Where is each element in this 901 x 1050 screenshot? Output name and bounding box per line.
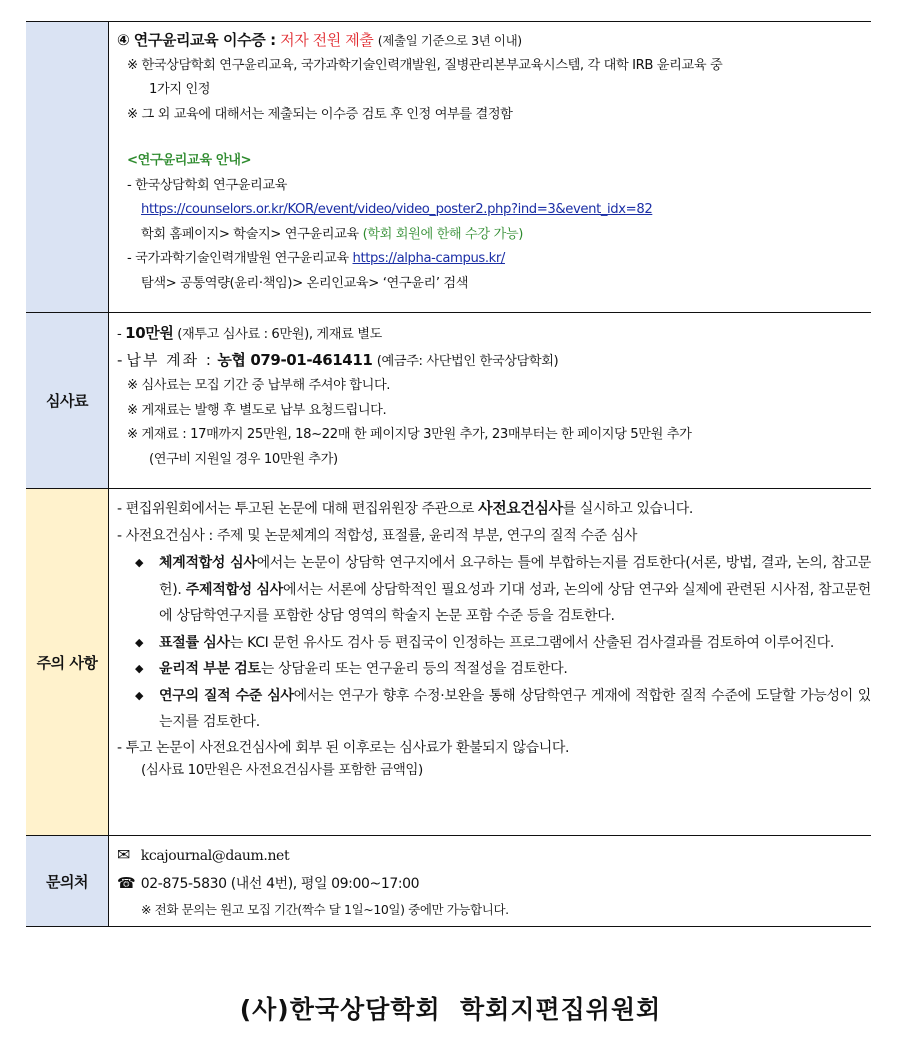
caution-line-3: - 투고 논문이 사전요건심사에 회부 된 이후로는 심사료가 환불되지 않습니다.: [117, 739, 569, 756]
ethics-note-1-cont: 1가지 인정: [149, 82, 211, 97]
bullet-1-bold-2: 주제적합성 심사: [185, 581, 283, 598]
fee-note-2: ※ 게재료는 발행 후 별도로 납부 요청드립니다.: [127, 402, 387, 418]
bullet-4-bold: 연구의 질적 수준 심사: [159, 687, 294, 704]
fee-row-content: [109, 313, 872, 489]
heading-required: 저자 전원 제출: [280, 31, 374, 49]
guide-2-path: 탐색> 공통역량(윤리·책임)> 온리인교육> ‘연구윤리’ 검색: [141, 275, 469, 291]
fee-note-3: ※ 게재료 : 17매까지 25만원, 18~22매 한 페이지당 3만원 추가, 23매부터는 한 페이지당 5만원 추가: [127, 427, 692, 442]
caution-row-label: 주의 사항: [26, 489, 109, 836]
diamond-bullet-icon: ◆: [135, 662, 144, 675]
caution-line-2: - 사전요건심사 : 주제 및 논문체계의 적합성, 표절률, 윤리적 부분, 연구의 질적 수준 심사: [117, 528, 637, 544]
contact-row-label: 문의처: [26, 836, 109, 927]
phone-number: 02-875-5830 (내선 4번), 평일 09:00~17:00: [140, 876, 420, 892]
diamond-bullet-icon: ◆: [135, 556, 144, 569]
fee-row-label: 심사료: [26, 313, 109, 489]
caution-line-1-post: 를 실시하고 있습니다.: [562, 501, 693, 517]
fee-amount-note: (재투고 심사료 : 6만원), 게재료 별도: [177, 327, 382, 342]
caution-line-1-pre: - 편집위원회에서는 투고된 논문에 대해 편집위원장 주관으로: [117, 501, 475, 517]
contact-phone: [117, 870, 871, 898]
ethics-heading: [117, 28, 871, 54]
guide-title: <연구윤리교육 안내>: [127, 153, 252, 168]
ethics-note-1: ※ 한국상담학회 연구윤리교육, 국가과학기술인력개발원, 질병관리본부교육시스템, 각 대학 IRB 윤리교육 중: [127, 57, 723, 73]
diamond-bullet-icon: ◆: [135, 635, 144, 649]
guide-2-title: - 국가과학기술인력개발원 연구윤리교육: [127, 251, 349, 266]
heading-number: ④: [117, 31, 130, 49]
ethics-note-2: ※ 그 외 교육에 대해서는 제출되는 이수증 검토 후 인정 여부를 결정함: [127, 106, 513, 122]
contact-row-content: [109, 836, 872, 927]
fee-note-3-cont: (연구비 지원일 경우 10만원 추가): [149, 451, 338, 467]
guide-1-path: [117, 223, 871, 248]
guide-1-title: - 한국상담학회 연구윤리교육: [127, 177, 288, 193]
submission-info-table: [26, 21, 871, 927]
bullet-3-text: 는 상담윤리 또는 연구윤리 등의 적절성을 검토한다.: [260, 661, 568, 677]
fee-row: [26, 313, 871, 489]
caution-line-1: [117, 495, 871, 523]
bullet-1-bold-1: 체계적합성 심사: [159, 555, 257, 571]
contact-email: [117, 841, 871, 870]
ethics-row-content: [109, 22, 872, 313]
guide-2: [117, 247, 871, 272]
heading-title: 연구윤리교육 이수증 :: [133, 31, 276, 49]
footer-title: (사)한국상담학회 학회지편집위원회: [239, 995, 662, 1024]
account-holder: (예금주: 사단법인 한국상담학회): [376, 353, 559, 369]
guide-1-link[interactable]: https://counselors.or.kr/KOR/event/video/video_poster2.php?ind=3&event_idx=82: [141, 202, 653, 217]
caution-row: [26, 489, 871, 836]
account-label: 납부 계좌 :: [126, 350, 213, 369]
diamond-bullet-icon: ◆: [135, 688, 144, 702]
dash: -: [117, 350, 123, 369]
bullet-item-1: [117, 550, 871, 630]
bullet-item-4: [117, 683, 871, 736]
bullet-3-bold: 윤리적 부분 검토: [159, 661, 261, 677]
envelope-icon: ✉: [117, 845, 131, 864]
ethics-row: [26, 22, 871, 313]
bullet-item-2: [117, 630, 871, 657]
bullet-1-text-1: 에서는 논문이 상담학 연구지에서 요구하는 틀에 부합하는지를 검토한다(서론, 방법, 결과, 논의, 참고문헌).: [159, 555, 871, 598]
caution-line-1-bold: 사전요건심사: [478, 499, 563, 517]
fee-amount: 10만원: [125, 324, 174, 342]
bullet-1-text-2: 에서는 서론에 상담학적인 필요성과 기대 성과, 논의에 상담 연구와 실제에 관련된 시사점, 참고문헌에 상담학연구지를 포함한 상담 영역의 학술지 논문 포함 수준 등을 검토한다.: [159, 581, 871, 624]
guide-2-link[interactable]: https://alpha-campus.kr/: [352, 251, 505, 266]
bullet-2-text: 는 KCI 문헌 유사도 검사 등 편집국이 인정하는 프로그램에서 산출된 검사결과를 검토하여 이루어진다.: [229, 634, 835, 651]
guide-1-path-text: 학회 홈페이지> 학술지> 연구윤리교육: [141, 226, 359, 242]
contact-note: ※ 전화 문의는 원고 모집 기간(짝수 달 1일~10일) 중에만 가능합니다.: [141, 902, 509, 917]
bullet-4-text: 에서는 연구가 향후 수정·보완을 통해 상담학연구 게재에 적합한 질적 수준에 도달할 가능성이 있는지를 검토한다.: [159, 687, 871, 730]
contact-row: [26, 836, 871, 927]
bullet-item-3: [117, 656, 871, 683]
fee-account-line: [117, 348, 871, 375]
telephone-icon: ☎: [117, 874, 136, 892]
bullet-2-bold: 표절률 심사: [159, 634, 230, 651]
fee-amount-line: [117, 321, 871, 348]
dash: -: [117, 327, 122, 342]
account-number: 농협 079-01-461411: [217, 350, 373, 369]
ethics-row-label: [26, 22, 109, 313]
heading-note: (제출일 기준으로 3년 이내): [377, 33, 522, 48]
fee-note-1: ※ 심사료는 모집 기간 중 납부해 주셔야 합니다.: [127, 378, 391, 393]
caution-line-3-cont: (심사료 10만원은 사전요건심사를 포함한 금액임): [141, 761, 423, 778]
caution-row-content: [109, 489, 872, 836]
email-address[interactable]: kcajournal@daum.net: [140, 848, 290, 864]
guide-1-path-note: (학회 회원에 한해 수강 가능): [362, 226, 523, 242]
